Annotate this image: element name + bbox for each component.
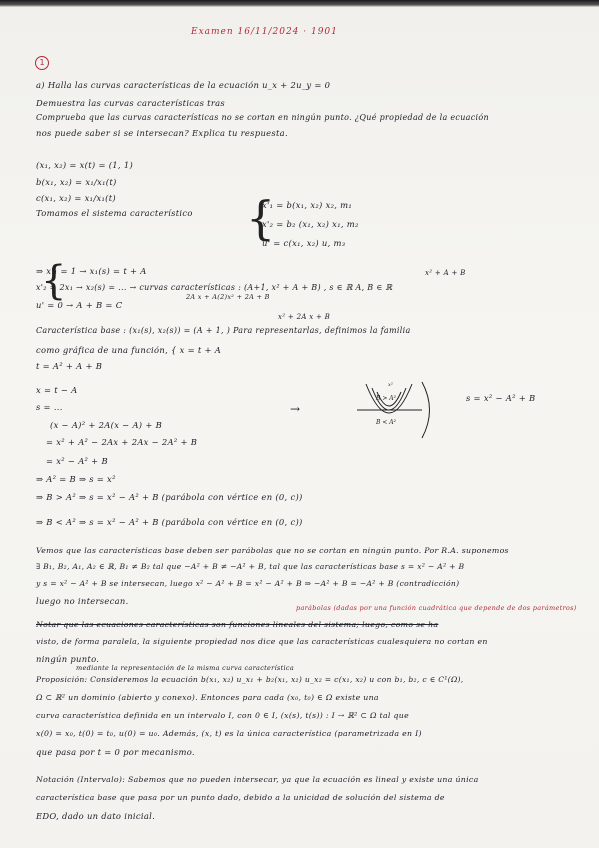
proof-line-3: y s = x² − A² + B se intersecan, luego x² − A² + B = x² − A² + B ⇒ −A² + B = −A² + B (contradicción): [36, 579, 460, 588]
annotation-above-1: x² + A + B: [425, 269, 466, 277]
sketch-label-top: x²: [388, 382, 393, 388]
sketch-arc: [422, 382, 430, 438]
system-eq-3: u' = c(x₁, x₂) u, m₃: [262, 238, 346, 248]
sketch-label-lower: B < A²: [376, 419, 396, 426]
graph-function-line-2: t = A² + A + B: [36, 361, 103, 371]
proof-line-4: luego no intersecan.: [36, 596, 129, 606]
final-note-line-3: EDO, dado un dato inicial.: [36, 811, 156, 821]
setup-line-1: (x₁, x₂) = x(t) = (1, 1): [36, 160, 134, 170]
statement-line-1: a) Halla las curvas características de la ecuación u_x + 2u_y = 0: [36, 80, 331, 90]
solve-line-1: ⇒ x'₁ = 1 → x₁(s) = t + A: [36, 266, 147, 276]
exam-title: Examen 16/11/2024 · 1901: [191, 27, 338, 37]
final-note-line-2: característica base que pasa por un punto dado, debido a la unicidad de solución del sistema de: [36, 793, 445, 802]
photo-top-edge: [0, 0, 599, 7]
proposition-line-2: Ω ⊂ ℝ² un dominio (abierto y conexo). Entonces para cada (x₀, t₀) ∈ Ω existe una: [36, 693, 379, 702]
setup-line-4: Tomamos el sistema característico: [36, 208, 193, 218]
annotation-above-2: x² + 2A x + B: [278, 313, 331, 321]
sketch-arrow: →: [290, 402, 301, 416]
annotation-small-2: mediante la representación de la misma curva característica: [76, 664, 295, 672]
note-line-3: ningún punto.: [36, 654, 100, 664]
setup-line-2: b(x₁, x₂) = x₁/x₁(t): [36, 177, 117, 187]
statement-line-4: nos puede saber si se intersecan? Explica tu respuesta.: [36, 128, 288, 138]
solve-line-3: u' = 0 → A + B = C: [36, 300, 123, 310]
sketch-label-upper: B > A²: [376, 395, 396, 402]
proposition-line-5: que pasa por t = 0 por mecanismo.: [36, 747, 195, 757]
derivation-line-2: s = ...: [36, 402, 63, 412]
case-equal: ⇒ A² = B ⇒ s = x²: [36, 474, 116, 484]
proposition-line-3: curva característica definida en un intervalo I, con 0 ∈ I, (x(s), t(s)) : I → ℝ² ⊂ Ω tal que: [36, 711, 409, 720]
statement-line-2: Demuestra las curvas características tras: [36, 98, 226, 108]
case-greater: ⇒ B > A² ⇒ s = x² − A² + B (parábola con vértice en (0, c)): [36, 492, 303, 502]
system-eq-2: x'₂ = b₂ (x₁, x₂) x₁, m₂: [262, 219, 359, 229]
graph-function-line: como gráfica de una función, { x = t + A: [36, 345, 222, 355]
proof-line-1: Vemos que las características base deben ser parábolas que no se cortan en ningún punto. Por R.A. suponemos: [36, 546, 509, 555]
final-note-line-1: Notación (Intervalo): Sabemos que no pueden intersecar, ya que la ecuación es lineal y existe una única: [36, 775, 479, 784]
sketch-equation: s = x² − A² + B: [466, 393, 536, 403]
setup-line-3: c(x₁, x₂) = x₁/x₁(t): [36, 193, 116, 203]
solve-brace: {: [41, 258, 67, 304]
system-eq-1: x'₁ = b(x₁, x₂) x₂, m₁: [262, 200, 353, 210]
derivation-line-4: = x² + A² − 2Ax + 2Ax − 2A² + B: [46, 437, 198, 447]
derivation-line-1: x = t − A: [36, 385, 78, 395]
base-characteristic-line: Característica base : (x₁(s), x₂(s)) = (A + 1, ) Para representarlas, definimos la familia: [36, 326, 411, 335]
proposition-line-4: x(0) = x₀, t(0) = t₀, u(0) = u₀. Además, (x, t) es la única característica (parametrizada en I): [36, 729, 422, 738]
red-annotation-1: parábolas (dadas por una función cuadrática que depende de dos parámetros): [296, 604, 577, 612]
case-less: ⇒ B < A² ⇒ s = x² − A² + B (parábola con vértice en (0, c)): [36, 517, 303, 527]
derivation-line-5: = x² − A² + B: [46, 456, 108, 466]
parabola-sketch: [352, 380, 462, 440]
solve-line-2: x'₂ = 2x₁ → x₂(s) = ... → curvas características : (A+1, x² + A + B) , s ∈ ℝ A, B ∈ ℝ: [36, 283, 393, 292]
proposition-line-1: Proposición: Consideremos la ecuación b(x₁, x₂) u_x₁ + b₂(x₁, x₂) u_x₂ = c(x₁, x₂) u con b₁, b₂, c ∈ C¹(Ω),: [36, 675, 464, 684]
statement-line-3: Comprueba que las curvas características no se cortan en ningún punto. ¿Qué propiedad de la ecuación: [36, 113, 489, 122]
system-brace: {: [246, 191, 276, 245]
question-number-circle: 1: [35, 56, 49, 70]
note-line-1: Notar que las ecuaciones características son funciones lineales del sistema; luego, como se ha: [36, 620, 439, 629]
note-line-2: visto, de forma paralela, la siguiente propiedad nos dice que las características cualesquiera no cortan en: [36, 637, 488, 646]
annotation-small-1: 2A x + A(2)x² + 2A + B: [186, 293, 270, 301]
derivation-line-3: (x − A)² + 2A(x − A) + B: [50, 420, 163, 430]
proof-line-2: ∃ B₁, B₂, A₁, A₂ ∈ ℝ, B₁ ≠ B₂ tal que −A² + B ≠ −A² + B, tal que las características base s = x² − A² + B: [36, 562, 465, 571]
